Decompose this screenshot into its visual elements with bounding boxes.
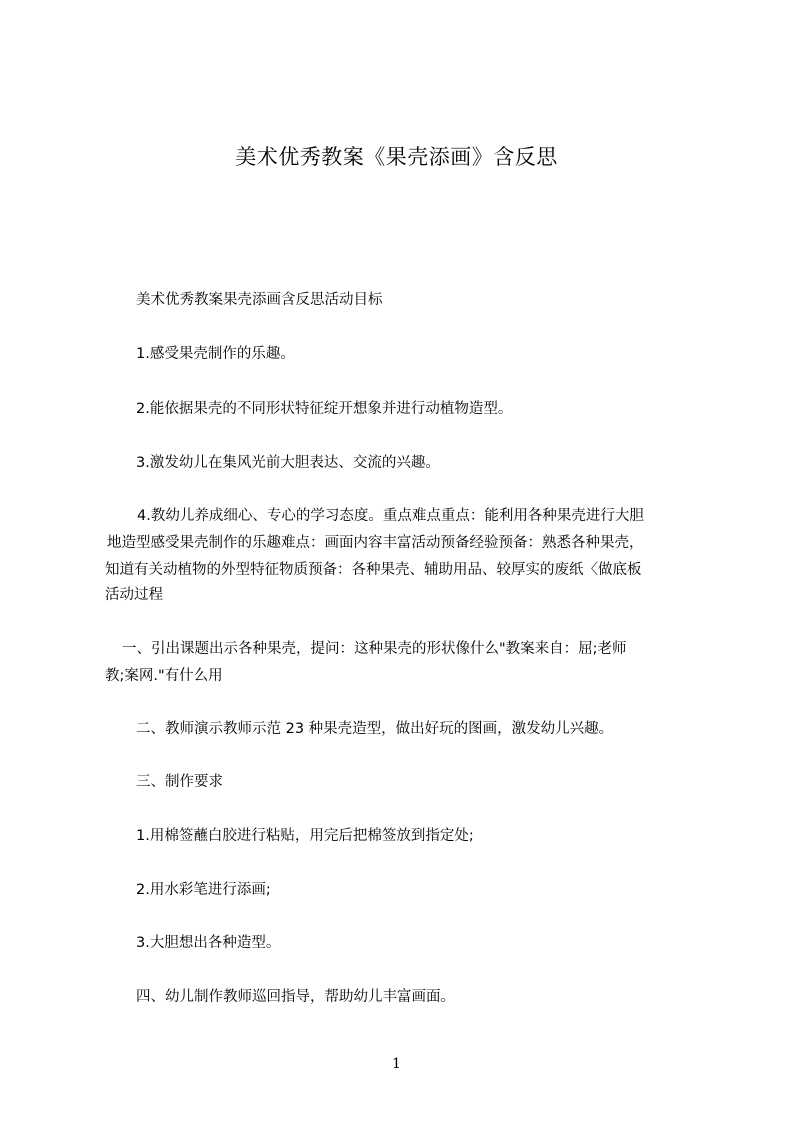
paragraph-step-3: 三、制作要求 <box>136 774 223 790</box>
paragraph-goal-4-line-2: 地造型感受果壳制作的乐趣难点：画面内容丰富活动预备经验预备：熟悉各种果壳， <box>107 535 644 551</box>
paragraph-step-1-line-1: 一、引出课题出示各种果壳，提问：这种果壳的形状像什么"教案来自：屈;老师 <box>122 641 627 657</box>
paragraph-requirement-2: 2.用水彩笔进行添画; <box>136 882 271 898</box>
paragraph-requirement-1: 1.用棉签蘸白胶进行粘贴，用完后把棉签放到指定处; <box>136 828 474 844</box>
paragraph-goal-3: 3.激发幼儿在集风光前大胆表达、交流的兴趣。 <box>136 455 440 471</box>
paragraph-requirement-3: 3.大胆想出各种造型。 <box>136 935 281 951</box>
paragraph-goal-2: 2.能依据果壳的不同形状特征绽开想象并进行动植物造型。 <box>136 401 513 417</box>
document-title: 美术优秀教案《果壳添画》含反思 <box>235 145 558 169</box>
paragraph-goal-4-line-3: 知道有关动植物的外型特征物质预备：各种果壳、辅助用品、较厚实的废纸〈做底板 <box>105 562 642 578</box>
paragraph-goal-4-line-4: 活动过程 <box>105 587 163 603</box>
paragraph-step-1-line-2: 教;案网."有什么用 <box>105 668 223 684</box>
paragraph-step-2: 二、教师演示教师示范 23 种果壳造型，做出好玩的图画，激发幼儿兴趣。 <box>136 721 614 737</box>
paragraph-goal-4-line-1: 4.教幼儿养成细心、专心的学习态度。重点难点重点：能利用各种果壳进行大胆 <box>137 508 644 524</box>
paragraph-goal-1: 1.感受果壳制作的乐趣。 <box>136 346 295 362</box>
page-number: 1 <box>392 1056 401 1072</box>
paragraph-activity-goals: 美术优秀教案果壳添画含反思活动目标 <box>136 292 383 308</box>
paragraph-step-4: 四、幼儿制作教师巡回指导，帮助幼儿丰富画面。 <box>136 989 455 1005</box>
